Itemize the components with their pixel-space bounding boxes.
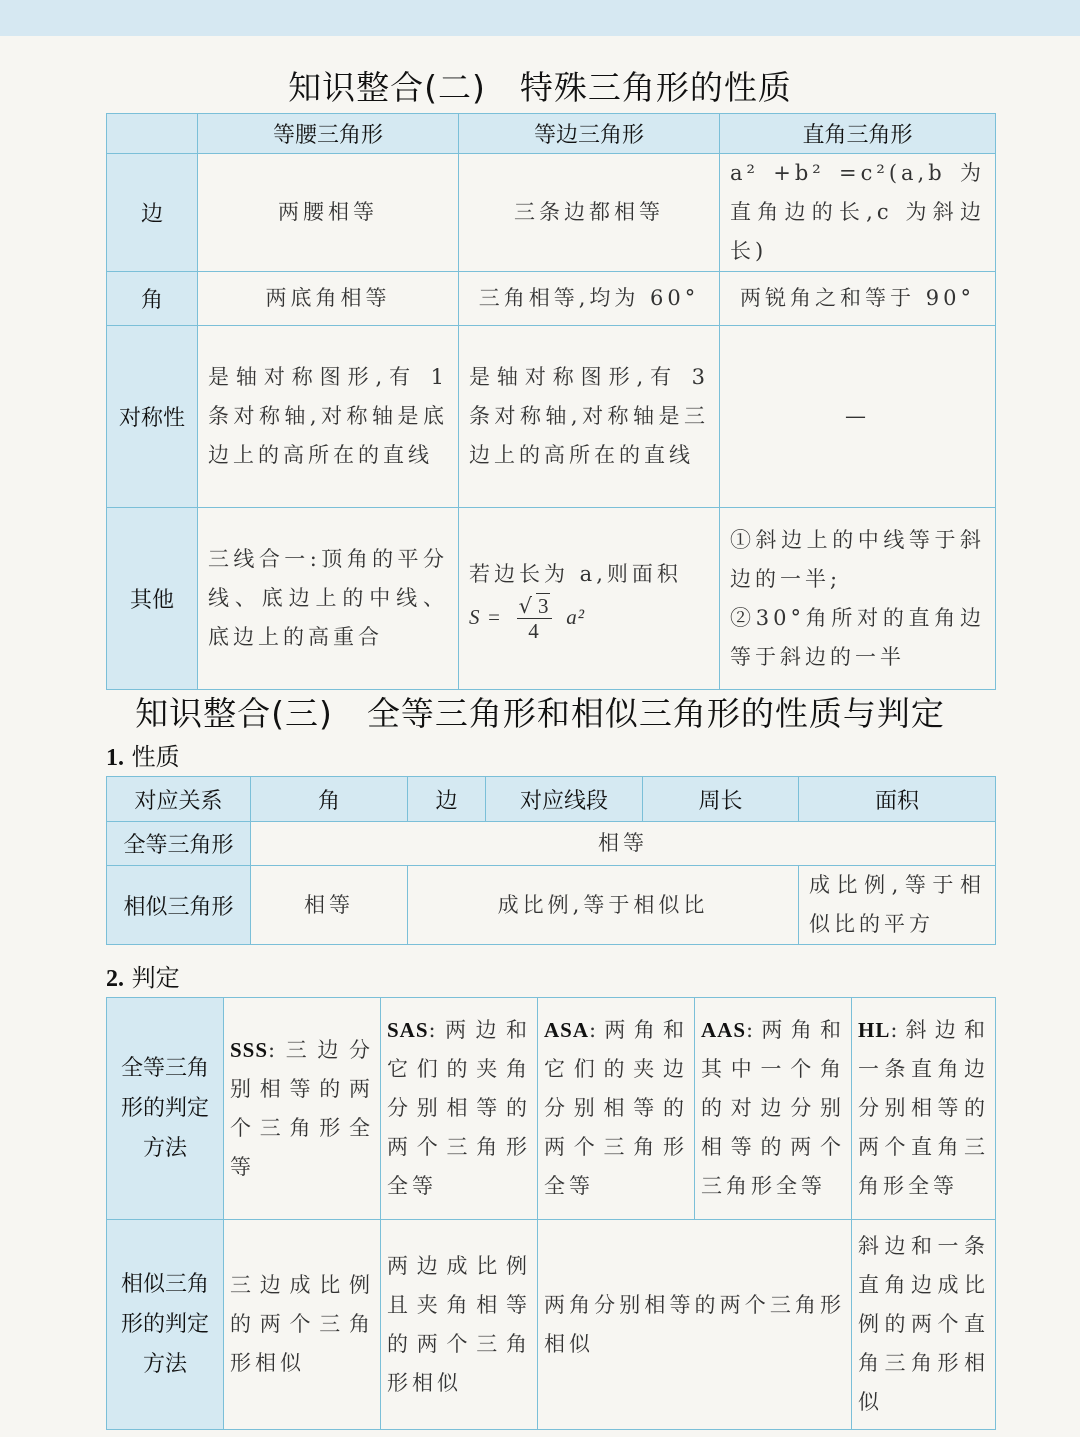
similar-angle: 相等 bbox=[251, 866, 408, 945]
hl-text: :斜边和一条直角边分别相等的两个直角三角形全等 bbox=[858, 1018, 989, 1198]
hl-cell bbox=[852, 998, 996, 1220]
section2-title: 知识整合(二) 特殊三角形的性质 bbox=[288, 68, 792, 107]
sim-hl-cell: 斜边和一条直角边成比例的两个直角三角形相似 bbox=[852, 1220, 996, 1430]
sss-text: :三边分别相等的两个三角形全等 bbox=[230, 1037, 374, 1179]
prop-header-relation: 对应关系 bbox=[107, 777, 251, 822]
properties-table bbox=[106, 776, 996, 945]
section3-title: 知识整合(三) 全等三角形和相似三角形的性质与判定 bbox=[135, 694, 945, 733]
formula-numerator: 3 bbox=[538, 593, 550, 618]
prop-header-angle: 角 bbox=[251, 777, 408, 822]
prop-header-side: 边 bbox=[408, 777, 486, 822]
right-other bbox=[720, 508, 996, 690]
properties-label: 性质 bbox=[131, 743, 180, 771]
isosceles-side: 两腰相等 bbox=[198, 154, 459, 272]
aas-lead: AAS bbox=[701, 1018, 747, 1042]
asa-cell bbox=[538, 998, 695, 1220]
properties-subheading bbox=[106, 737, 180, 772]
sim-sas-cell: 两边成比例且夹角相等的两个三角形相似 bbox=[381, 1220, 538, 1430]
right-symmetry: — bbox=[720, 326, 996, 508]
right-other-2: ②30°角所对的直角边等于斜边的一半 bbox=[730, 605, 985, 669]
aas-text: :两角和其中一个角的对边分别相等的两个三角形全等 bbox=[701, 1018, 845, 1198]
equilateral-area-text: 若边长为 a,则面积 bbox=[469, 561, 682, 586]
similar-area: 成比例,等于相似比的平方 bbox=[799, 866, 996, 945]
isosceles-other: 三线合一:顶角的平分线、底边上的中线、底边上的高重合 bbox=[198, 508, 459, 690]
special-triangles-table bbox=[106, 113, 996, 690]
asa-text: :两角和它们的夹边分别相等的两个三角形全等 bbox=[544, 1018, 688, 1198]
right-other-1: ①斜边上的中线等于斜边的一半; bbox=[730, 527, 985, 591]
row-label-angle: 角 bbox=[107, 272, 198, 326]
similar-label: 相似三角形 bbox=[107, 866, 251, 945]
isosceles-symmetry: 是轴对称图形,有 1 条对称轴,对称轴是底边上的高所在的直线 bbox=[198, 326, 459, 508]
row-label-symmetry: 对称性 bbox=[107, 326, 198, 508]
formula-denominator: 4 bbox=[528, 618, 540, 643]
sas-lead: SAS bbox=[387, 1018, 429, 1042]
similar-middle: 成比例,等于相似比 bbox=[408, 866, 799, 945]
corner-header bbox=[107, 114, 198, 154]
header-right: 直角三角形 bbox=[720, 114, 996, 154]
sim-sss-cell: 三边成比例的两个三角形相似 bbox=[224, 1220, 381, 1430]
formula-var: a² bbox=[566, 604, 585, 629]
judgement-number: 2. bbox=[106, 966, 124, 992]
header-equilateral: 等边三角形 bbox=[459, 114, 720, 154]
prop-header-segment: 对应线段 bbox=[486, 777, 643, 822]
hl-lead: HL bbox=[858, 1018, 891, 1042]
similar-judge-label: 相似三角形的判定方法 bbox=[107, 1220, 224, 1430]
equilateral-angle: 三角相等,均为 60° bbox=[459, 272, 720, 326]
sss-cell bbox=[224, 998, 381, 1220]
prop-header-perimeter: 周长 bbox=[643, 777, 799, 822]
sss-lead: SSS bbox=[230, 1037, 269, 1062]
congruent-label: 全等三角形 bbox=[107, 822, 251, 866]
isosceles-angle: 两底角相等 bbox=[198, 272, 459, 326]
prop-header-area: 面积 bbox=[799, 777, 996, 822]
formula-lhs: S = bbox=[469, 604, 502, 629]
equilateral-symmetry: 是轴对称图形,有 3 条对称轴,对称轴是三边上的高所在的直线 bbox=[459, 326, 720, 508]
top-color-band bbox=[0, 0, 1080, 36]
aas-cell bbox=[695, 998, 852, 1220]
header-isosceles: 等腰三角形 bbox=[198, 114, 459, 154]
equilateral-side: 三条边都相等 bbox=[459, 154, 720, 272]
asa-lead: ASA bbox=[544, 1018, 590, 1042]
row-label-other: 其他 bbox=[107, 508, 198, 690]
sas-text: :两边和它们的夹角分别相等的两个三角形全等 bbox=[387, 1018, 531, 1198]
equilateral-other bbox=[459, 508, 720, 690]
judgement-table bbox=[106, 997, 996, 1430]
row-label-side: 边 bbox=[107, 154, 198, 272]
right-angle: 两锐角之和等于 90° bbox=[720, 272, 996, 326]
congruent-value: 相等 bbox=[251, 822, 996, 866]
right-side: a² +b² =c²(a,b 为直角边的长,c 为斜边长) bbox=[720, 154, 996, 272]
judgement-subheading bbox=[106, 958, 180, 993]
area-formula bbox=[469, 594, 709, 643]
formula-fraction: $\frac{√3}{4}$ bbox=[518, 593, 550, 643]
properties-number: 1. bbox=[106, 745, 124, 771]
congruent-judge-label: 全等三角形的判定方法 bbox=[107, 998, 224, 1220]
sas-cell bbox=[381, 998, 538, 1220]
sim-aa-cell: 两角分别相等的两个三角形相似 bbox=[538, 1220, 852, 1430]
judgement-label: 判定 bbox=[131, 964, 180, 992]
